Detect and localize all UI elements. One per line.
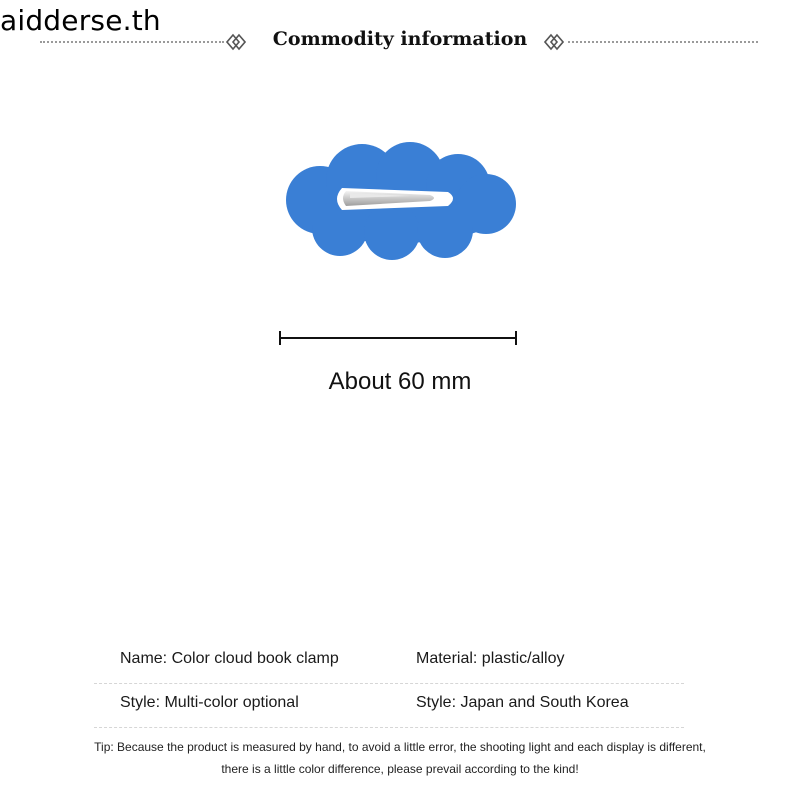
tip-line-2: there is a little color difference, please prevail according to the kind! xyxy=(221,762,579,776)
store-watermark: aidderse.th xyxy=(0,4,161,37)
spec-style: Style: Multi-color optional xyxy=(120,694,299,711)
diamond-link-icon xyxy=(226,32,246,52)
spec-style-origin: Style: Japan and South Korea xyxy=(416,694,629,711)
diamond-link-icon xyxy=(544,32,564,52)
tip-line-1: Tip: Because the product is measured by hand, to avoid a little error, the shooting light and each display is different, xyxy=(94,740,706,754)
section-title: Commodity information xyxy=(272,28,528,50)
dotted-divider-left xyxy=(40,41,224,43)
spec-row xyxy=(94,640,684,684)
size-measure-line xyxy=(278,330,518,346)
section-header xyxy=(0,26,800,58)
dotted-divider-right xyxy=(568,41,758,43)
spec-row xyxy=(94,684,684,728)
tip-note xyxy=(40,736,760,780)
spec-table xyxy=(94,640,684,728)
cloud-hair-clip-image xyxy=(280,138,520,268)
spec-material: Material: plastic/alloy xyxy=(416,650,565,667)
size-label: About 60 mm xyxy=(328,368,472,395)
spec-name: Name: Color cloud book clamp xyxy=(120,650,339,667)
